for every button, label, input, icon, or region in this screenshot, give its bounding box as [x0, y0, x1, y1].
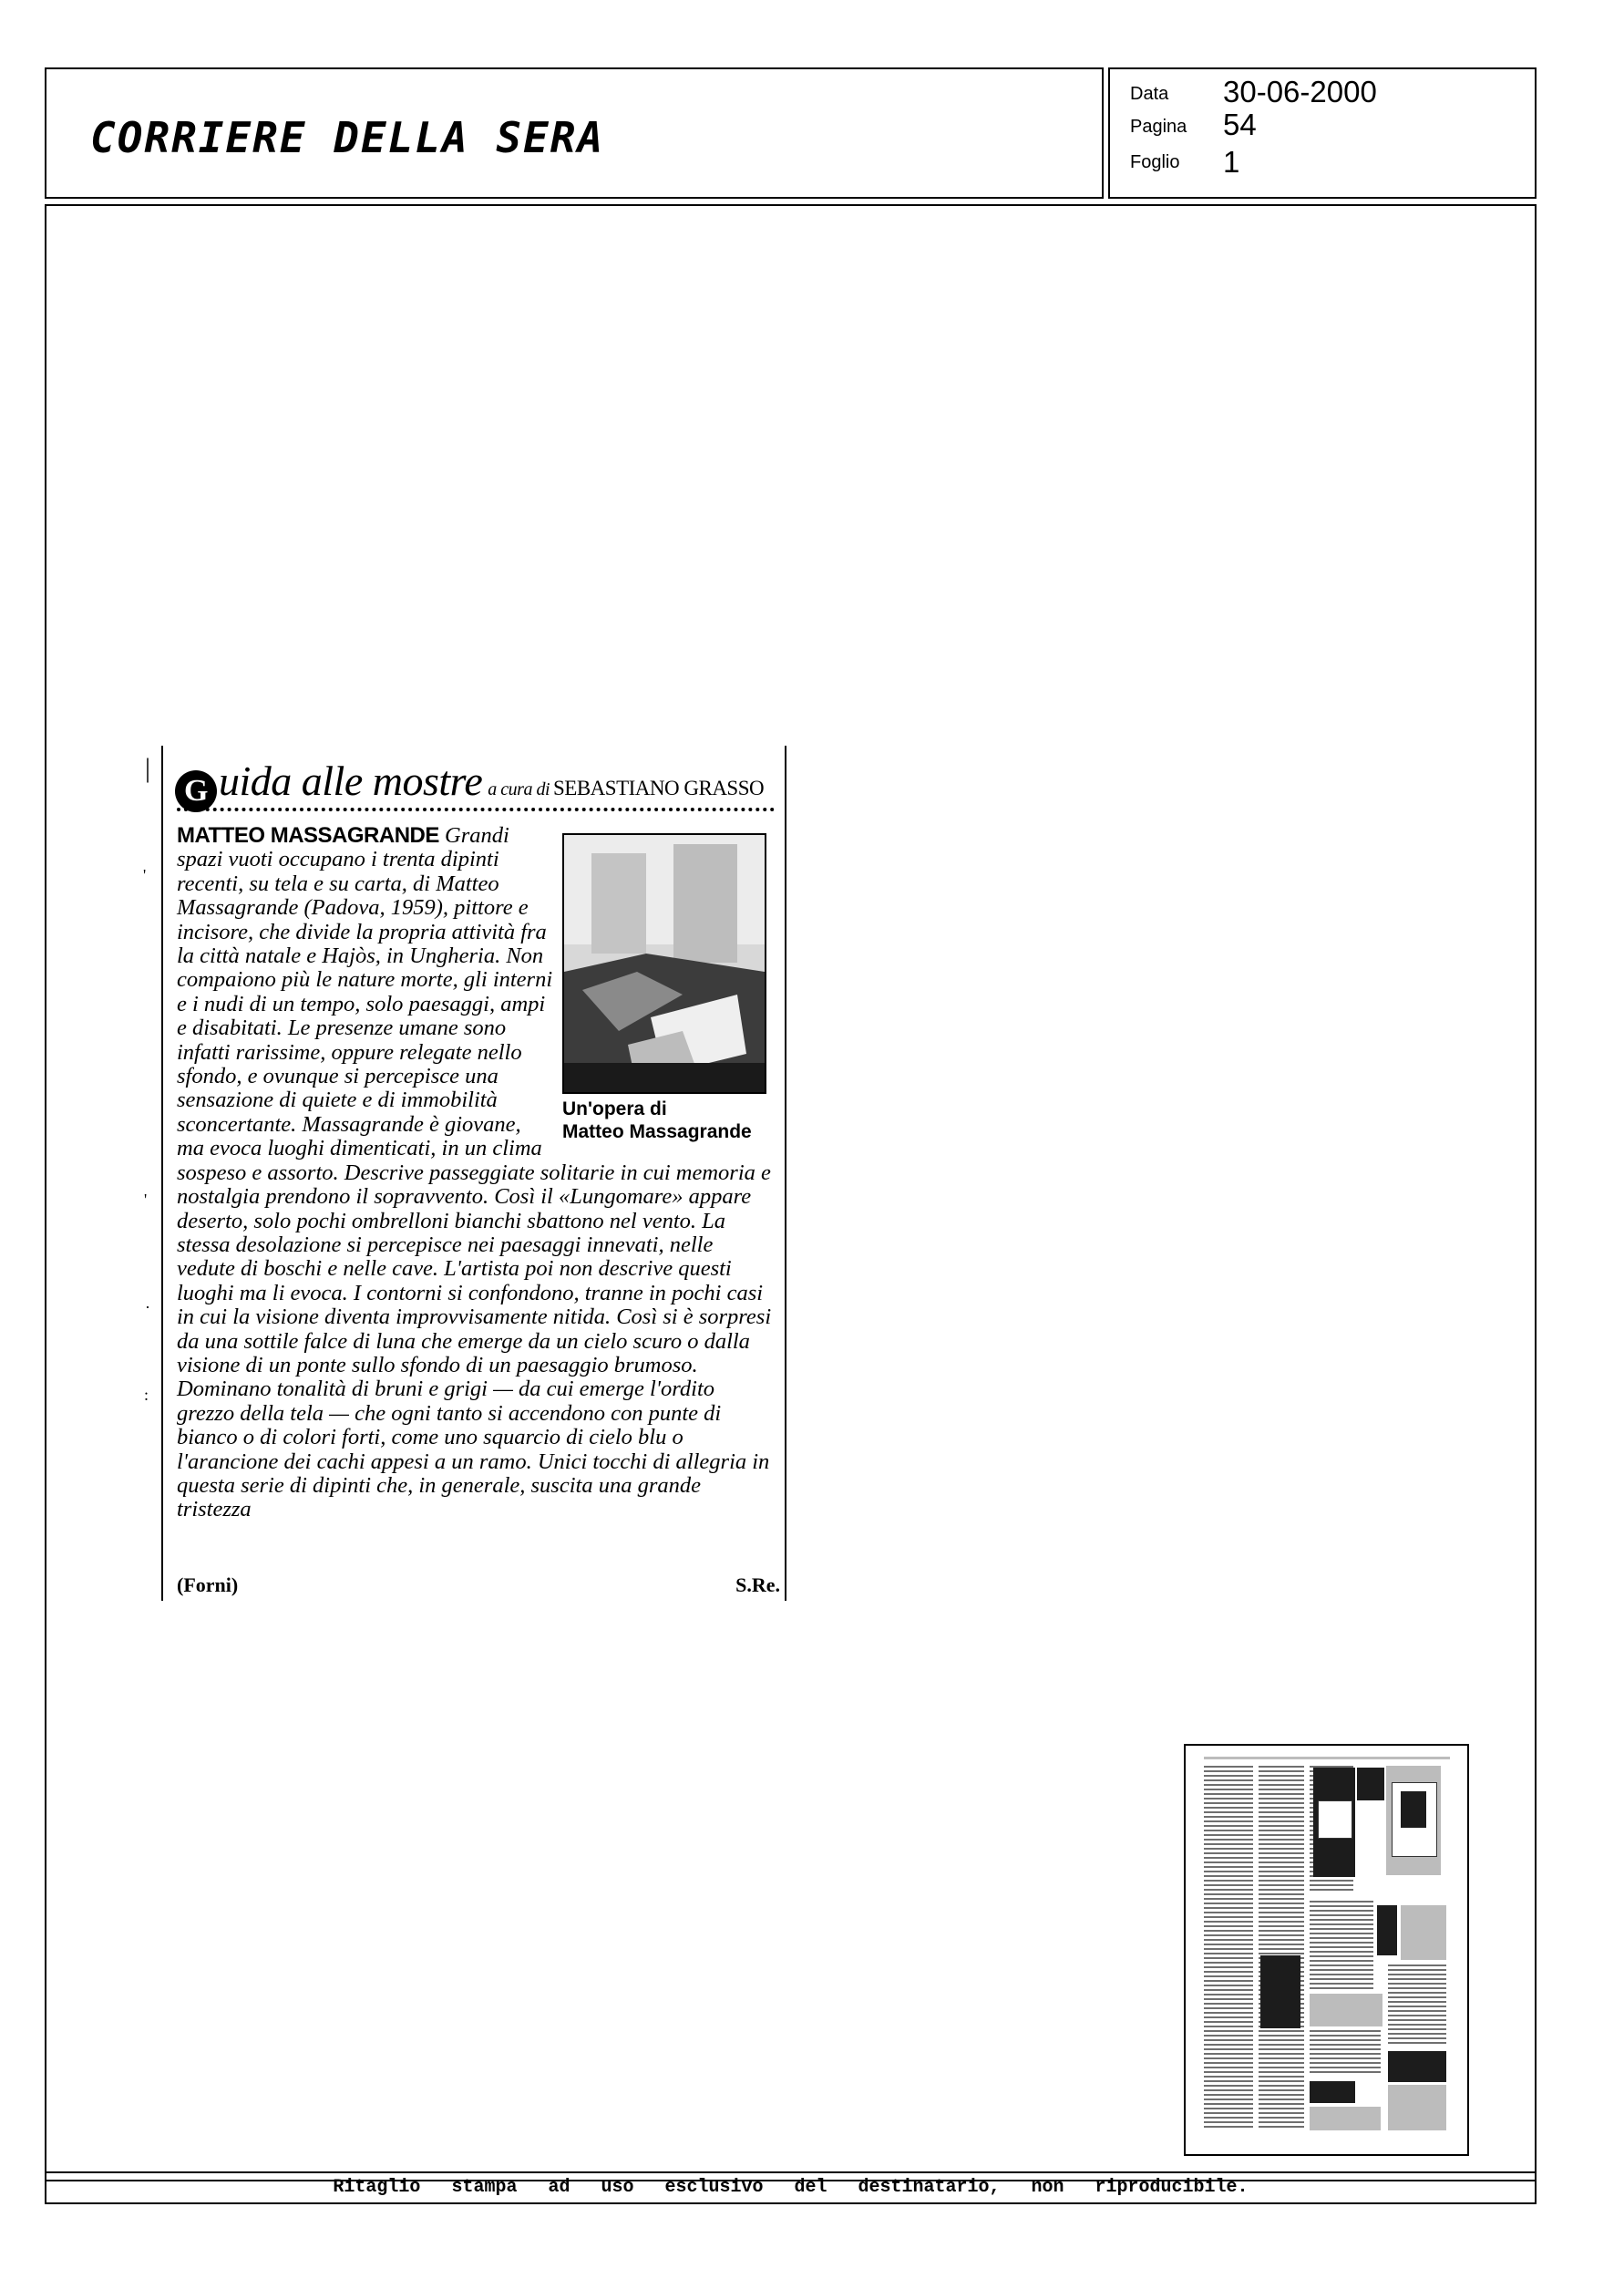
page-value: 54	[1223, 108, 1257, 141]
scan-mark: :	[144, 1386, 149, 1404]
sheet-value: 1	[1223, 145, 1240, 179]
footer-bar	[45, 2171, 1537, 2204]
scan-mark: |	[145, 753, 151, 783]
article-body-text: Grandi spazi vuoti occupano i trenta dipinti recenti, su tela e su carta, di Matteo Massagrande (Padova, 1959), pittore e incisore, che divide la propria attività fra la città natale e Hajòs, in Ungheria. Non compaiono più le nature morte, gli interni e i nudi di un tempo, solo paesaggi, ampi e disabitati. Le presenze umane sono infatti rarissime, oppure relegate nello sfondo, e ovunque si percepisce una sensazione di quiete e di immobilità sconcertante. Massagrande è giovane, ma evoca luoghi dimenticati, in un clima sospeso e assorto. Descrive passeggiate solitarie in cui memoria e nostalgia prendono il sopravvento. Così il «Lungomare» appare deserto, solo pochi ombrelloni bianchi sbattono nel vento. La stessa desolazione si percepisce nei paesaggi innevati, nelle vedute di boschi e nelle cave. L'artista poi non descrive questi luoghi ma li evoca. I contorni si confondono, tranne in pochi casi in cui la visione diventa improvvisamente nitida. Così si è sorpresi da una sottile falce di luna che emerge da un cielo scuro o dalla visione di un ponte sullo sfondo di un paesaggio brumoso. Dominano tonalità di bruni e grigi — da cui emerge l'ordito grezzo della tela — che ogni tanto si accendono con punte di bianco o di colori forti, come uno squarcio di cielo blu o l'arancione dei cachi appesi a un ramo. Unici tocchi di allegria in questa serie di dipinti che, in generale, suscita una grande tristezza	[177, 823, 772, 1522]
footer-notice: Ritaglio stampa ad uso esclusivo del destinatario, non riproducibile.	[333, 2177, 1249, 2198]
column-title	[175, 757, 764, 812]
article-left-rule	[161, 746, 163, 1601]
artwork-photo	[562, 833, 766, 1094]
sheet-label: Foglio	[1130, 152, 1180, 172]
artist-name-lead: MATTEO MASSAGRANDE	[177, 823, 439, 848]
caption-line-2: Matteo Massagrande	[562, 1121, 752, 1142]
page-thumbnail	[1184, 1744, 1469, 2156]
column-initial-logo: G	[175, 770, 217, 812]
curator-prefix: a cura di	[488, 779, 550, 799]
newspaper-name: CORRIERE DELLA SERA	[90, 113, 605, 162]
header-masthead-box	[45, 67, 1104, 199]
column-title-text: uida alle mostre	[219, 758, 483, 804]
date-label: Data	[1130, 84, 1169, 104]
article-body	[177, 824, 774, 1522]
article-clipping	[164, 746, 793, 1601]
page-label: Pagina	[1130, 117, 1187, 137]
dotted-divider	[177, 808, 775, 811]
author-initials: S.Re.	[735, 1573, 780, 1596]
scan-mark: '	[143, 866, 147, 884]
curator-name: SEBASTIANO GRASSO	[553, 777, 765, 799]
caption-line-1: Un'opera di	[562, 1098, 667, 1119]
artwork-caption	[562, 1098, 774, 1143]
scan-mark: '	[144, 1191, 148, 1209]
artwork-figure	[562, 833, 774, 1147]
artwork-image	[564, 835, 765, 1092]
scan-mark: ·	[145, 1298, 150, 1316]
venue: (Forni)	[177, 1573, 239, 1596]
date-value: 30-06-2000	[1223, 75, 1377, 108]
article-signoff	[177, 1573, 780, 1597]
header-meta-box	[1108, 67, 1537, 199]
article-right-rule	[785, 746, 786, 1601]
